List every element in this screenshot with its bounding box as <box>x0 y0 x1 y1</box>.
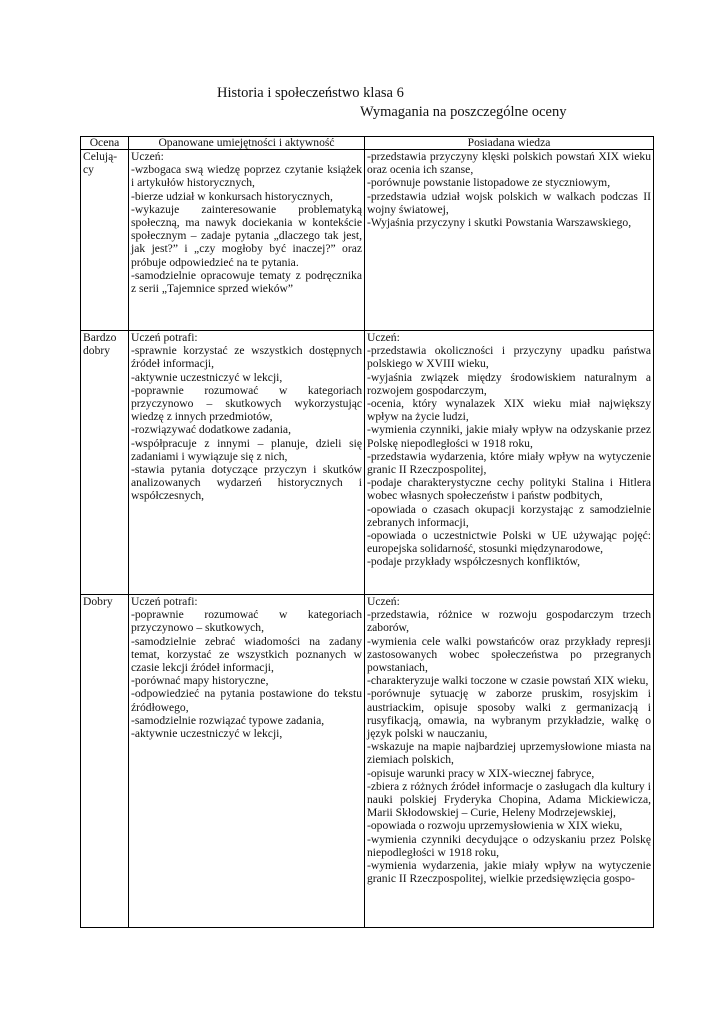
grade-cell: Dobry <box>81 595 129 928</box>
column-header-knowledge: Posiadana wiedza <box>365 137 654 150</box>
document-title: Historia i społeczeństwo klasa 6 <box>217 85 404 101</box>
knowledge-cell: Uczeń: -przedstawia, różnice w rozwoju gospodarczym trzech zaborów, -wymienia cele walki powstańców oraz przykłady represji zastosowanych wobec społeczeństwa po przegranych powstaniach, -charakteryzuje walki toczone w czasie powstań XIX wieku, -porównuje sytuację w zaborze pruskim, rosyjskim i austriackim, opisuje sposoby walki z germanizacją i rusyfikacją, omawia, na wybranym przykładzie, walkę o język polski w nauczaniu, -wskazuje na mapie najbardziej uprzemysłowione miasta na ziemiach polskich, -opisuje warunki pracy w XIX-wiecznej fabryce, -zbiera z różnych źródeł informacje o zasługach dla kultury i nauki polskiej Fryderyka Chopina, Adama Mickiewicza, Marii Skłodowskiej – Curie, Heleny Modrzejewskiej, -opowiada o rozwoju uprzemysłowienia w XIX wieku, -wymienia czynniki decydujące o odzyskaniu przez Polskę niepodległości w 1918 roku, -wymienia wydarzenia, jakie miały wpływ na wytyczenie granic II Rzeczpospolitej, wielkie przedsięwzięcia gospo- <box>365 595 654 928</box>
column-header-grade: Ocena <box>81 137 129 150</box>
grade-cell: Bardzo dobry <box>81 331 129 595</box>
grade-cell: Celują- cy <box>81 150 129 331</box>
table-row <box>81 150 654 331</box>
knowledge-cell: Uczeń: -przedstawia okoliczności i przyczyny upadku państwa polskiego w XVIII wieku, -wyjaśnia związek między środowiskiem naturalnym a rozwojem gospodarczym, -ocenia, który wynalazek XIX wieku miał największy wpływ na życie ludzi, -wymienia czynniki, jakie miały wpływ na odzyskanie przez Polskę niepodległości w 1918 roku, -przedstawia wydarzenia, które miały wpływ na wytyczenie granic II Rzeczpospolitej, -podaje charakterystyczne cechy polityki Stalina i Hitlera wobec własnych społeczeństw i państw podbitych, -opowiada o czasach okupacji korzystając z samodzielnie zebranych informacji, -opowiada o uczestnictwie Polski w UE używając pojęć: europejska solidarność, stosunki międzynarodowe, -podaje przykłady współczesnych konfliktów, <box>365 331 654 595</box>
table-row <box>81 595 654 928</box>
skills-cell: Uczeń potrafi: -sprawnie korzystać ze wszystkich dostępnych źródeł informacji, -aktywnie uczestniczyć w lekcji, -poprawnie rozumować w kategoriach przyczynowo – skutkowych wykorzystując wiedzę z innych przedmiotów, -rozwiązywać dodatkowe zadania, -współpracuje z innymi – planuje, dzieli się zadaniami i wywiązuje się z nich, -stawia pytania dotyczące przyczyn i skutków analizowanych wydarzeń historycznych i współczesnych, <box>129 331 365 595</box>
column-header-skills: Opanowane umiejętności i aktywność <box>129 137 365 150</box>
requirements-table <box>80 136 654 928</box>
skills-cell: Uczeń: -wzbogaca swą wiedzę poprzez czytanie książek i artykułów historycznych, -bierze udział w konkursach historycznych, -wykazuje zainteresowanie problematyką społeczną, ma nawyk dociekania w kontekście społecznym – zadaje pytania „dlaczego tak jest, jak jest?” i „czy mogłoby być inaczej?” oraz próbuje odpowiedzieć na te pytania. -samodzielnie opracowuje tematy z podręcznika z serii „Tajemnice sprzed wieków” <box>129 150 365 331</box>
table-row <box>81 331 654 595</box>
document-subtitle: Wymagania na poszczególne oceny <box>360 104 567 120</box>
table-header-row <box>81 137 654 150</box>
skills-cell: Uczeń potrafi: -poprawnie rozumować w kategoriach przyczynowo – skutkowych, -samodzielnie zebrać wiadomości na zadany temat, korzystać ze wszystkich poznanych w czasie lekcji źródeł informacji, -porównać mapy historyczne, -odpowiedzieć na pytania postawione do tekstu źródłowego, -samodzielnie rozwiązać typowe zadania, -aktywnie uczestniczyć w lekcji, <box>129 595 365 928</box>
knowledge-cell: -przedstawia przyczyny klęski polskich powstań XIX wieku oraz ocenia ich szanse, -porównuje powstanie listopadowe ze styczniowym, -przedstawia udział wojsk polskich w walkach podczas II wojny światowej, -Wyjaśnia przyczyny i skutki Powstania Warszawskiego, <box>365 150 654 331</box>
